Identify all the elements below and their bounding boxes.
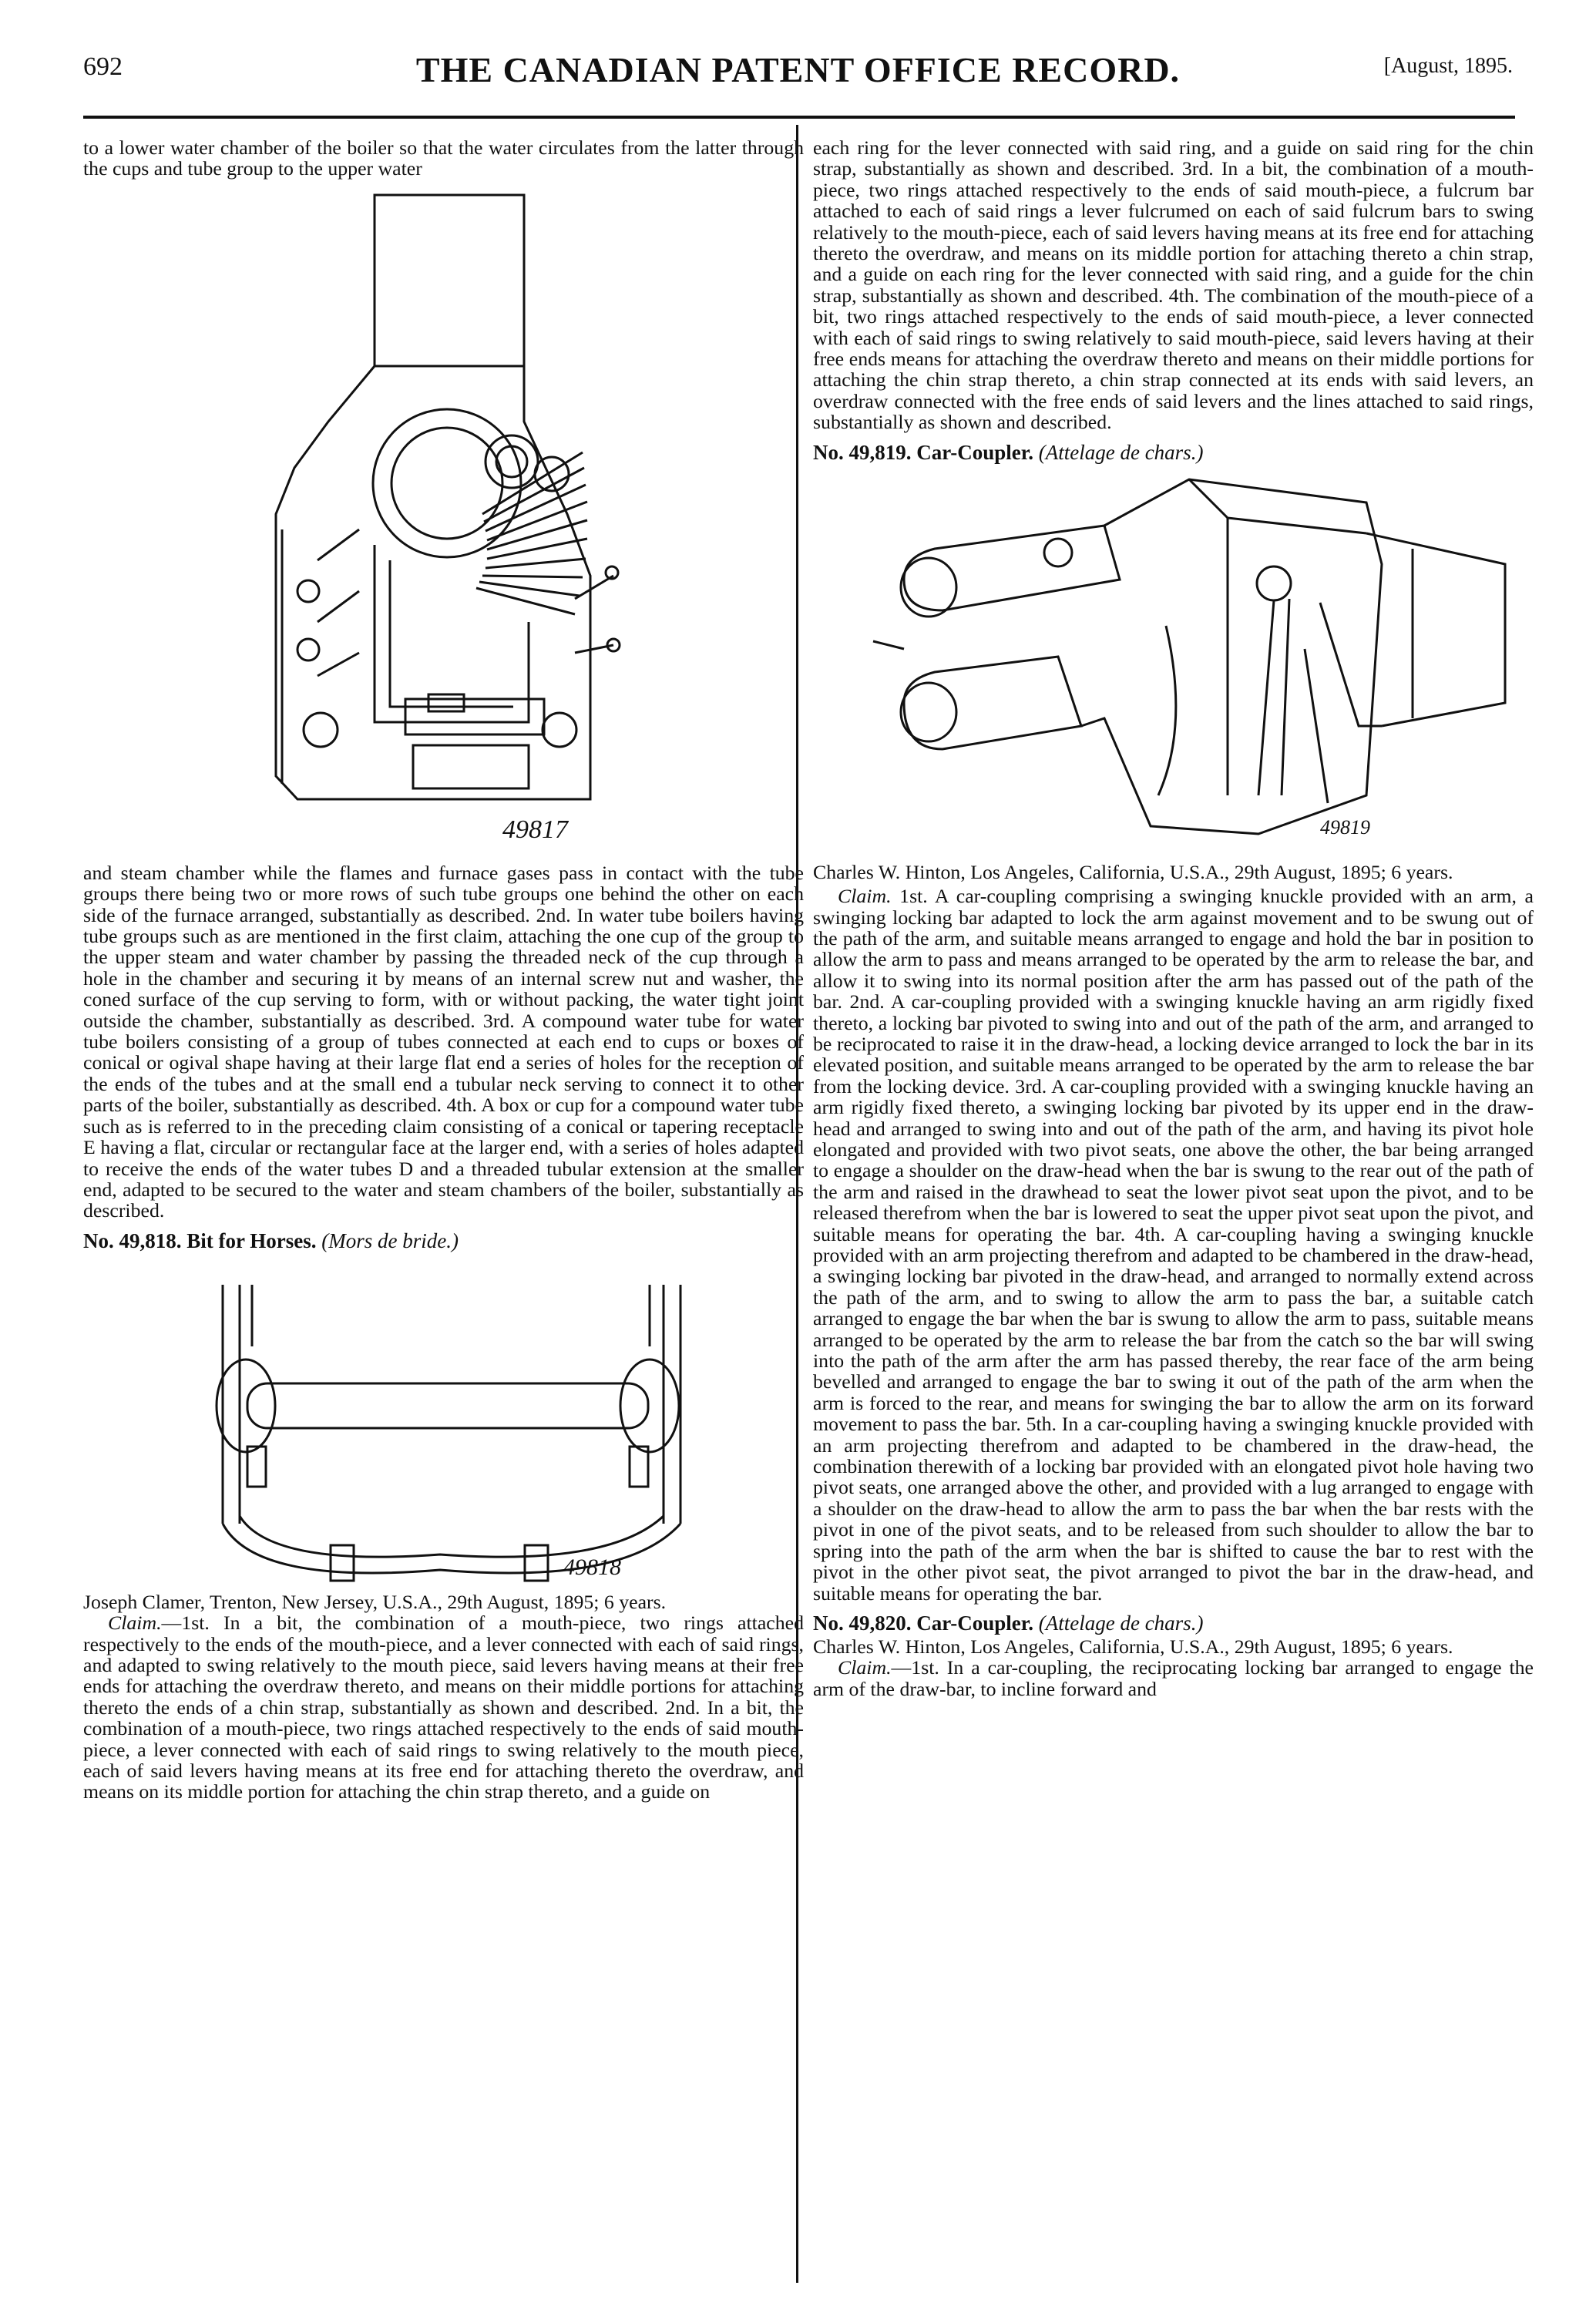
continued-claim-text: to a lower water chamber of the boiler so that the water circulates from the latter through the cups and tube group to the upper water [83, 136, 804, 180]
boiler-figure [251, 190, 637, 862]
boiler-figure-number: 49817 [502, 815, 568, 844]
bit-figure-number: 49818 [563, 1554, 621, 1580]
inventor-49820: Charles W. Hinton, Los Angeles, California, U.S.A., 29th August, 1895; 6 years. [813, 1635, 1453, 1658]
header-rule [83, 116, 1515, 119]
boiler-drawing [251, 190, 637, 862]
left-column [83, 137, 804, 1803]
bit-drawing [132, 1262, 756, 1585]
boiler-claims-text: and steam chamber while the flames and furnace gases pass in contact with the tube groups there being two or more rows of such tube groups one behind the other on each side of the furnace arranged, substantially as described. 2nd. In water tube boilers having tube groups such as are mentioned in the first claim, attaching the one cup of the group to the upper steam and water chamber by passing the threaded neck of the cup through a hole in the chamber and securing it by means of an internal screw nut and washer, the coned surface of the cup serving to form, with or without packing, the water tight joint outside the chamber, substantially as described. 3rd. A compound water tube for water tube boilers consisting of a group of tubes connected at each end to cups or boxes of conical or ogival shape having at their large flat end a series of holes for the reception of the ends of the tubes and at the small end a tubular neck serving to connect it to other parts of the boiler, substantially as described. 4th. A box or cup for a compound water tube such as is referred to in the preceding claim consisting of a conical or tapering receptacle E having a flat, circular or rectangular face at the larger end, with a series of holes adapted to receive the ends of the water tubes D and a threaded tubular extension at the smaller end, adapted to be secured to the water and steam chambers of the boiler, substantially as described. [83, 861, 804, 1222]
page-number: 692 [83, 52, 123, 81]
patent-heading-49820: No. 49,820. Car-Coupler. (Attelage de chars.) [813, 1611, 1204, 1635]
patent-heading-49819: No. 49,819. Car-Coupler. (Attelage de chars.) [813, 440, 1204, 464]
right-column [813, 137, 1534, 1699]
inventor-49819: Charles W. Hinton, Los Angeles, California, U.S.A., 29th August, 1895; 6 years. [813, 860, 1453, 883]
continued-bit-claims: each ring for the lever connected with said ring, and a guide on said ring for the chin strap, substantially as shown and described. 3rd. In a bit, the combination of a mouth-piece, two rings attached respectively to the ends of said mouth-piece, a fulcrum bar attached to each of said rings a lever fulcrumed on each of said fulcrum bars to swing relatively to the mouth-piece, each of said levers having means at its free end for attaching thereto the overdraw, and means on its middle portion for attaching thereto a chin strap, and a guide on each ring for the lever connected with said ring, and a guide for the chin strap, substantially as shown and described. 4th. The combination of the mouth-piece of a bit, two rings attached respectively to the ends of said mouth-piece, a lever connected with each of said rings to swing relatively to said mouth-piece, said levers having at their free ends means for attaching the overdraw thereto and means on their middle portions for attaching the chin strap thereto, a chin strap connected at its ends with said levers, an overdraw connected with the free ends of said levers and the lines attached to said rings, substantially as shown and described. [813, 136, 1534, 434]
journal-title: THE CANADIAN PATENT OFFICE RECORD. [415, 50, 1181, 89]
claim-49819: Claim. 1st. A car-coupling comprising a swinging knuckle provided with an arm, a swinging locking bar adapted to lock the arm against movement and to be swung out of the path of the arm, and suitable means arranged to engage and hold the bar in position to allow the arm to pass and means arranged to be operated by the arm to release the bar, and allow it to swing into its normal position after the arm has passed out of the path of the bar. 2nd. A car-coupling provided with a swinging knuckle having an arm rigidly fixed thereto, a locking bar pivoted to swing into and out of the path of the arm, and arranged to be reciprocated to raise it in the draw-head, a locking device arranged to lock the bar in its elevated position, and suitable means arranged to be operated by the arm to release the bar from the locking device. 3rd. A car-coupling provided with a swinging knuckle having an arm rigidly fixed thereto, a swinging locking bar pivoted by its upper end in the draw-head and arranged to swing into and out of the path of the arm, and having its pivot hole elongated and provided with two pivot seats, one above the other, the bar being arranged to engage a shoulder on the draw-head when the bar is swung to the rear out of the path of the arm and raised in the drawhead to seat the lower pivot seat upon the pivot, and to be released therefrom when the bar is lowered to seat the upper pivot seat upon the pivot, and suitable means for operating the bar. 4th. A car-coupling having a swinging knuckle provided with an arm projecting therefrom and adapted to be chambered in the draw-head, a swinging locking bar pivoted in the draw-head, and arranged to normally extend across the path of the arm, and to swing to allow the arm to pass the bar, a suitable catch arranged to engage the bar when the bar is swung to allow the arm to pass, suitable means arranged to be operated by the arm to release the bar from the catch so the bar will swing into the path of the arm after the arm has passed thereby, the rear face of the arm being bevelled and arranged to engage the bar to swing it out of the path of the arm when the arm is forced to the rear, and means for swinging the bar to allow the arm on its forward movement to pass the bar. 5th. In a car-coupling having a swinging knuckle provided with an arm projecting therefrom and adapted to be chambered in the draw-head, the combination therewith of a locking bar provided with an elongated pivot hole having two pivot seats, one arranged above the other, and provided with a lug arranged to engage with a shoulder on the draw-head to allow the arm to pass the bar when the bar rests with the pivot in one of the pivot seats, and to be released from such shoulder to allow the bar to spring into the path of the arm when the bar is shifted to cause the bar to rest with the pivot in the other pivot seat, the pivot arranged to pivot the bar in the draw-head, and suitable means for operating the bar. [813, 885, 1534, 1605]
running-head [83, 49, 1513, 96]
coupler-drawing [827, 472, 1520, 857]
patent-heading-49818: No. 49,818. Bit for Horses. (Mors de bride.) [83, 1228, 459, 1252]
claim-49818: Claim.—1st. In a bit, the combination of a mouth-piece, two rings attached respectively to the ends of the mouth-piece, and a lever connected with each of said rings, and adapted to swing relatively to the mouth piece, said levers having means at their free ends for attaching the overdraw thereto, and means on their middle portions for attaching thereto the ends of a chin strap, substantially as shown and described. 2nd. In a bit, the combination of a mouth-piece, two rings attached respectively to the ends of said mouth-piece, a lever connected with each of said rings to swing relatively to the mouth piece, each of said levers having means at its free end for attaching thereto the overdraw, and means on its middle portion for attaching the chin strap thereto, and a guide on [83, 1612, 804, 1803]
coupler-figure [827, 472, 1520, 857]
issue-date: [August, 1895. [1383, 54, 1513, 78]
coupler-figure-number: 49819 [1319, 815, 1370, 839]
inventor-49818: Joseph Clamer, Trenton, New Jersey, U.S.A., 29th August, 1895; 6 years. [83, 1590, 667, 1613]
bit-figure [132, 1262, 756, 1585]
claim-49820: Claim.—1st. In a car-coupling, the reciprocating locking bar arranged to engage the arm of the draw-bar, to incline forward and [813, 1656, 1534, 1700]
